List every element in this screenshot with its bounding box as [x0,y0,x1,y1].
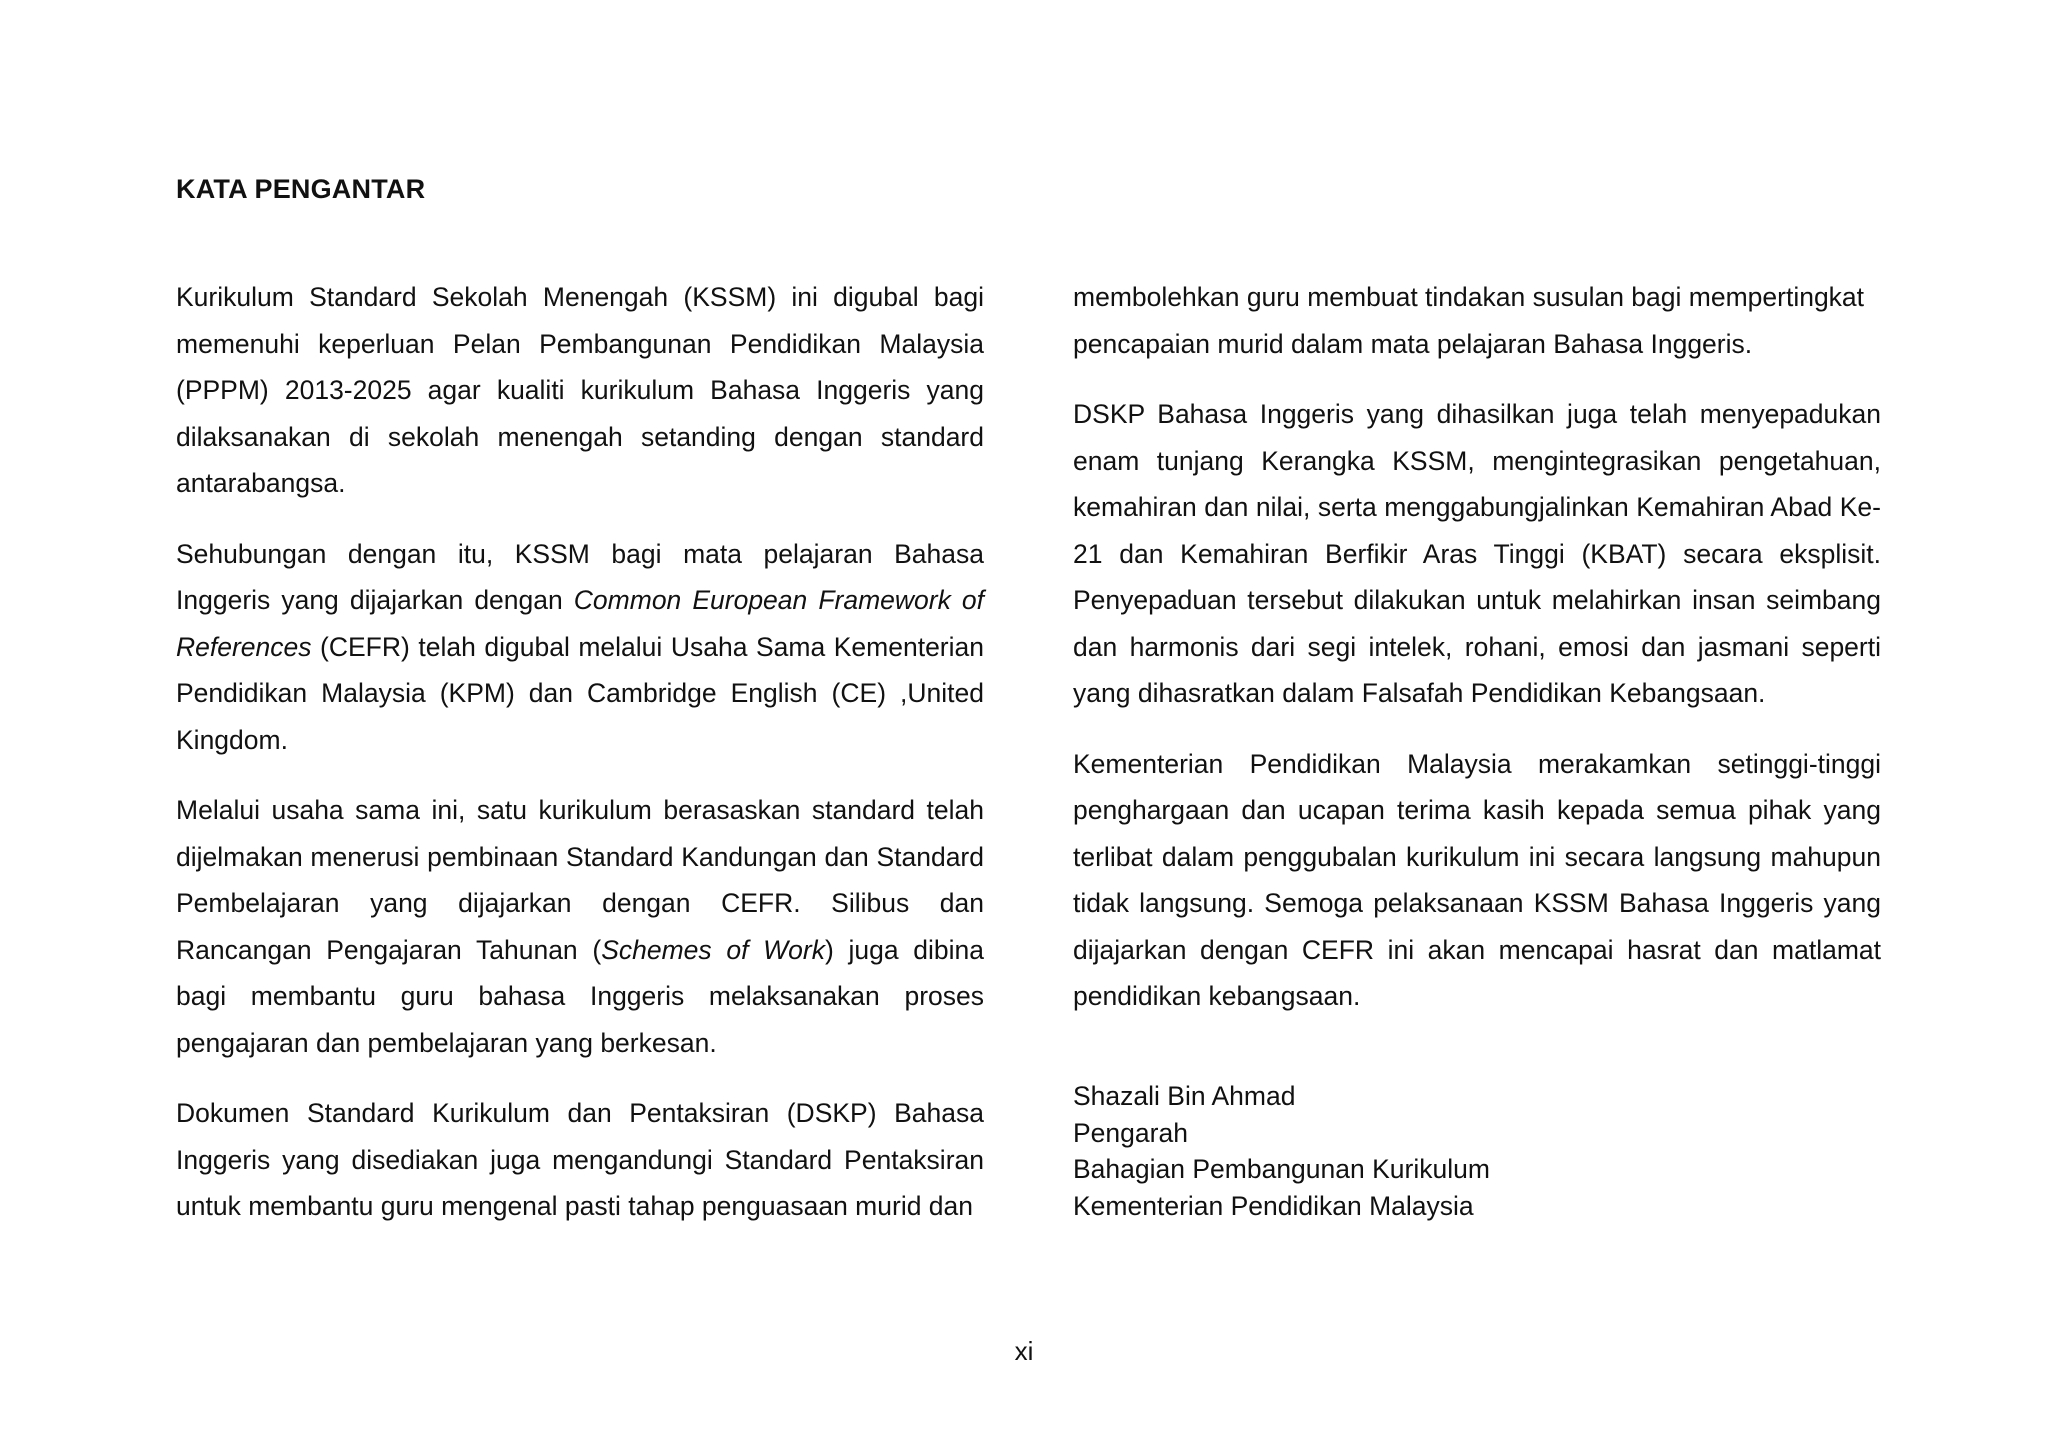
paragraph-standards [176,787,984,1066]
paragraph-text: Melalui usaha sama ini, satu kurikulum berasaskan standard telah dijelmakan menerusi pembinaan Standard Kandungan dan Standard Pembelajaran yang dijajarkan dengan CEFR. Silibus dan Rancangan Pengajaran Tahunan ( [176,795,984,965]
italic-term-cefr: Common European Framework of References [176,585,984,662]
paragraph-dskp-integration [1073,391,1881,717]
page-number: xi [1014,1336,1034,1366]
paragraph-acknowledgement [1073,741,1881,1020]
paragraph-text: Dokumen Standard Kurikulum dan Pentaksiran (DSKP) Bahasa Inggeris yang disediakan juga mengandungi Standard Pentaksiran untuk membantu guru mengenal pasti tahap penguasaan murid dan [176,1098,984,1221]
paragraph-text: Kurikulum Standard Sekolah Menengah (KSSM) ini digubal bagi memenuhi keperluan Pelan Pembangunan Pendidikan Malaysia (PPPM) 2013-2025 agar kualiti kurikulum Bahasa Inggeris yang dilaksanakan di sekolah menengah setanding dengan standard antarabangsa. [176,282,984,498]
paragraph-text: membolehkan guru membuat tindakan susulan bagi mempertingkat pencapaian murid dalam mata pelajaran Bahasa Inggeris. [1073,282,1865,359]
signature-block [1073,1078,1490,1224]
paragraph-continuation [1073,274,1881,367]
paragraph-text: Kementerian Pendidikan Malaysia merakamkan setinggi-tinggi penghargaan dan ucapan terima kasih kepada semua pihak yang terlibat dalam penggubalan kurikulum ini secara langsung mahupun tidak langsung. Semoga pelaksanaan KSSM Bahasa Inggeris yang dijajarkan dengan CEFR ini akan mencapai hasrat dan matlamat pendidikan kebangsaan. [1073,748,1881,1011]
paragraph-kssm-intro [176,274,984,507]
page-title: KATA PENGANTAR [176,174,426,204]
signatory-ministry: Kementerian Pendidikan Malaysia [1073,1190,1474,1221]
paragraph-text: DSKP Bahasa Inggeris yang dihasilkan juga telah menyepadukan enam tunjang Kerangka KSSM, mengintegrasikan pengetahuan, kemahiran dan nilai, serta menggabungjalinkan Kemahiran Abad Ke-21 dan Kemahiran Berfikir Aras Tinggi (KBAT) secara eksplisit. Penyepaduan tersebut dilakukan untuk melahirkan insan seimbang dan harmonis dari segi intelek, rohani, emosi dan jasmani seperti yang dihasratkan dalam Falsafah Pendidikan Kebangsaan. [1073,399,1881,708]
paragraph-cefr-alignment [176,531,984,764]
paragraph-text: ) juga dibina bagi membantu guru bahasa Inggeris melaksanakan proses pengajaran dan pembelajaran yang berkesan. [176,934,984,1058]
signatory-name: Shazali Bin Ahmad [1073,1081,1296,1111]
italic-term-schemes-of-work: Schemes of Work [601,934,825,965]
right-column [1073,274,1881,1044]
paragraph-dskp [176,1090,984,1230]
paragraph-text: (CEFR) telah digubal melalui Usaha Sama Kementerian Pendidikan Malaysia (KPM) dan Cambridge English (CE) ,United Kingdom. [176,631,984,755]
signatory-division: Bahagian Pembangunan Kurikulum [1073,1154,1490,1184]
signatory-title: Pengarah [1073,1117,1188,1148]
left-column [176,274,984,1254]
paragraph-text: Sehubungan dengan itu, KSSM bagi mata pelajaran Bahasa Inggeris yang dijajarkan dengan [176,538,984,615]
